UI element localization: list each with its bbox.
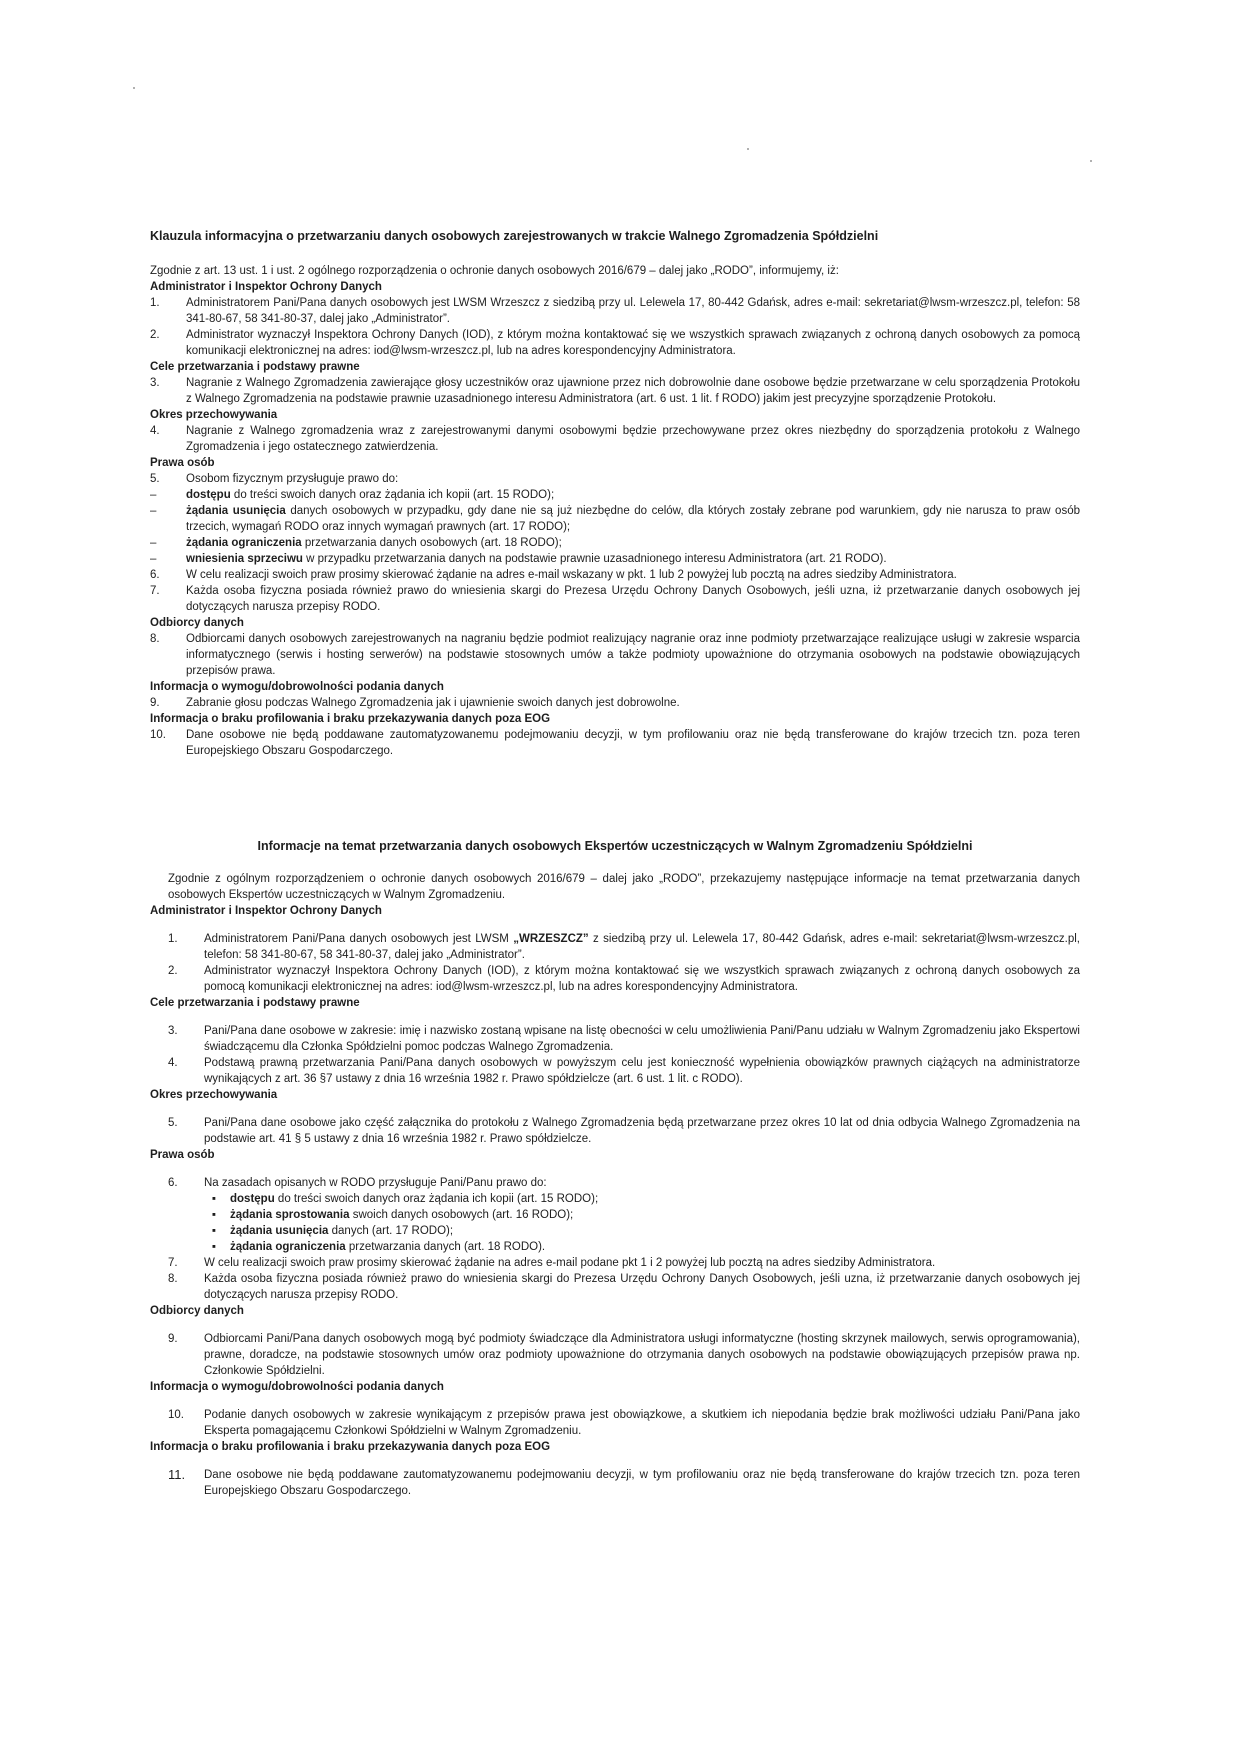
heading-recipients: Odbiorcy danych: [150, 1305, 244, 1317]
dash-marker: –: [150, 505, 157, 517]
list-item: [150, 695, 1080, 711]
right-text: do treści swoich danych oraz żądania ich kopii (art. 15 RODO);: [274, 1193, 599, 1205]
item-text: Administrator wyznaczył Inspektora Ochrony Danych (IOD), z którym można kontaktować się we wszystkich sprawach związanych z ochroną danych osobowych za pomocą komunikacji elektronicznej na adres: iod@lwsm-wrzeszcz.pl, lub na adres korespondencyjny Administratora.: [204, 965, 1080, 993]
rights-item: [150, 1239, 1080, 1255]
right-text: do treści swoich danych oraz żądania ich kopii (art. 15 RODO);: [230, 489, 555, 501]
bullet-marker: ▪: [211, 1193, 216, 1205]
dash-marker: –: [150, 553, 157, 565]
item-number: 3.: [150, 377, 160, 389]
item-number: 7.: [150, 585, 160, 597]
right-text: przetwarzania danych osobowych (art. 18 RODO);: [301, 537, 562, 549]
heading-requirement: Informacja o wymogu/dobrowolności podania danych: [150, 1381, 444, 1393]
item-text: Podstawą prawną przetwarzania Pani/Pana danych osobowych w powyższym celu jest konieczność wypełnienia obowiązków prawnych ciążących na administratorze wynikających z art. 36 §7 ustawy z dnia 16 września 1982 r. Prawo spółdzielcze (art. 6 ust. 1 lit. c RODO).: [204, 1057, 1080, 1085]
heading-administrator: Administrator i Inspektor Ochrony Danych: [150, 905, 382, 917]
right-name: żądania usunięcia: [186, 505, 286, 517]
item-text: Każda osoba fizyczna posiada również prawo do wniesienia skargi do Prezesa Urzędu Ochrony Danych Osobowych, jeśli uzna, iż przetwarzanie danych osobowych jej dotyczących narusza przepisy RODO.: [186, 585, 1080, 613]
right-text: danych osobowych w przypadku, gdy dane nie są już niezbędne do celów, dla których zostały zebrane pod warunkiem, gdy nie narusza to praw osób trzecich, wymagań RODO oraz innych wymagań prawnych (art. 17 RODO);: [186, 505, 1080, 533]
section-experts-info: [150, 838, 1080, 1499]
heading-administrator: Administrator i Inspektor Ochrony Danych: [150, 281, 382, 293]
heading-purposes: Cele przetwarzania i podstawy prawne: [150, 997, 360, 1009]
list-item: [150, 1407, 1080, 1439]
right-text: przetwarzania danych (art. 18 RODO).: [345, 1241, 546, 1253]
item-number: 1.: [168, 933, 178, 945]
rights-item: [150, 487, 1080, 503]
list-item: [150, 295, 1080, 327]
item-text: W celu realizacji swoich praw prosimy skierować żądanie na adres e-mail podane pkt 1 i 2 powyżej lub pocztą na adres siedziby Administratora.: [204, 1257, 936, 1269]
scan-speck: [747, 148, 749, 150]
item-text: Administratorem Pani/Pana danych osobowych jest LWSM Wrzeszcz z siedzibą przy ul. Lelewela 17, 80-442 Gdańsk, adres e-mail: sekretariat@lwsm-wrzeszcz.pl, telefon: 58 341-80-67, 58 341-80-37, dalej jako „Administrator”.: [186, 297, 1080, 325]
item-number: 8.: [168, 1273, 178, 1285]
item-number: 7.: [168, 1257, 178, 1269]
rights-item: [150, 503, 1080, 535]
item-text: Administratorem Pani/Pana danych osobowych jest LWSM: [204, 933, 514, 945]
section-title: Informacje na temat przetwarzania danych osobowych Ekspertów uczestniczących w Walnym Zgromadzeniu Spółdzielni: [257, 839, 973, 853]
item-text: Dane osobowe nie będą poddawane zautomatyzowanemu podejmowaniu decyzji, w tym profilowaniu oraz nie będą transferowane do krajów trzecich tzn. poza teren Europejskiego Obszaru Gospodarczego.: [204, 1469, 1080, 1497]
item-text: Nagranie z Walnego zgromadzenia wraz z zarejestrowanymi danymi osobowymi będzie przechowywane przez okres niezbędny do sporządzenia protokołu z Walnego Zgromadzenia i jego ostatecznego zatwierdzenia.: [186, 425, 1080, 453]
intro-paragraph: Zgodnie z ogólnym rozporządzeniem o ochronie danych osobowych 2016/679 – dalej jako „RODO”, przekazujemy następujące informacje na temat przetwarzania danych osobowych Ekspertów uczestniczących w Walnym Zgromadzeniu.: [168, 873, 1080, 901]
rights-item: [150, 1207, 1080, 1223]
item-number: 1.: [150, 297, 160, 309]
item-number: 2.: [168, 965, 178, 977]
item-text: Pani/Pana dane osobowe jako część załącznika do protokołu z Walnego Zgromadzenia będą przetwarzane przez okres 10 lat od dnia odbycia Walnego Zgromadzenia na podstawie art. 41 § 5 ustawy z dnia 16 września 1982 r. Prawo spółdzielcze.: [204, 1117, 1080, 1145]
item-text: Zabranie głosu podczas Walnego Zgromadzenia jak i ujawnienie swoich danych jest dobrowolne.: [186, 697, 680, 709]
list-item: [150, 1115, 1080, 1147]
heading-retention: Okres przechowywania: [150, 409, 278, 421]
item-text: Dane osobowe nie będą poddawane zautomatyzowanemu podejmowaniu decyzji, w tym profilowaniu oraz nie będą transferowane do krajów trzecich tzn. poza teren Europejskiego Obszaru Gospodarczego.: [186, 729, 1080, 757]
bullet-marker: ▪: [211, 1225, 216, 1237]
item-number: 3.: [168, 1025, 178, 1037]
item-text: Odbiorcami danych osobowych zarejestrowanych na nagraniu będzie podmiot realizujący nagranie oraz inne podmioty przetwarzające realizujące usługi w zakresie wsparcia informatycznego (serwis i hosting serwerów) na podstawie stosownych umów a także podmioty upoważnione do otrzymania osobowych na podstawie obowiązujących przepisów prawa.: [186, 633, 1080, 677]
heading-recipients: Odbiorcy danych: [150, 617, 244, 629]
list-item: [150, 583, 1080, 615]
intro-paragraph: Zgodnie z art. 13 ust. 1 i ust. 2 ogólnego rozporządzenia o ochronie danych osobowych 2016/679 – dalej jako „RODO”, informujemy, iż:: [150, 265, 839, 277]
cooperative-name: „WRZESZCZ”: [513, 933, 589, 945]
list-item: [150, 1175, 1080, 1191]
bullet-marker: ▪: [211, 1209, 216, 1221]
right-name: żądania usunięcia: [230, 1225, 329, 1237]
list-item: [150, 423, 1080, 455]
right-name: dostępu: [230, 1193, 275, 1205]
heading-profiling: Informacja o braku profilowania i braku przekazywania danych poza EOG: [150, 1441, 551, 1453]
item-number: 8.: [150, 633, 160, 645]
heading-purposes: Cele przetwarzania i podstawy prawne: [150, 361, 360, 373]
list-item: [150, 631, 1080, 679]
right-name: żądania ograniczenia: [186, 537, 302, 549]
item-text: W celu realizacji swoich praw prosimy skierować żądanie na adres e-mail wskazany w pkt. 1 lub 2 powyżej lub pocztą na adres siedziby Administratora.: [186, 569, 957, 581]
dash-marker: –: [150, 489, 157, 501]
item-text: Podanie danych osobowych w zakresie wynikającym z przepisów prawa jest obowiązkowe, a skutkiem ich niepodania będzie brak możliwości udziału Pani/Pana jako Eksperta pomagającemu Członkowi Spółdzielni w Walnym Zgromadzeniu.: [204, 1409, 1080, 1437]
bullet-marker: ▪: [211, 1241, 216, 1253]
heading-retention: Okres przechowywania: [150, 1089, 278, 1101]
item-text: Osobom fizycznym przysługuje prawo do:: [186, 473, 399, 485]
item-text: Administrator wyznaczył Inspektora Ochrony Danych (IOD), z którym można kontaktować się we wszystkich sprawach związanych z ochroną danych osobowych za pomocą komunikacji elektronicznej na adres: iod@lwsm-wrzeszcz.pl, lub na adres korespondencyjny Administratora.: [186, 329, 1080, 357]
right-name: dostępu: [186, 489, 231, 501]
list-item: [150, 1467, 1080, 1499]
rights-item: [150, 551, 1080, 567]
list-item: [150, 1331, 1080, 1379]
list-item: [150, 327, 1080, 359]
list-item: [150, 471, 1080, 487]
right-name: wniesienia sprzeciwu: [186, 553, 303, 565]
item-number: 4.: [150, 425, 160, 437]
list-item: [150, 1023, 1080, 1055]
item-text: Pani/Pana dane osobowe w zakresie: imię i nazwisko zostaną wpisane na listę obecności w celu umożliwienia Pani/Panu udziału w Walnym Zgromadzeniu jako Ekspertowi świadczącemu dla Członka Spółdzielni pomoc podczas Walnego Zgromadzenia.: [204, 1025, 1080, 1053]
item-number: 10.: [150, 729, 166, 741]
heading-rights: Prawa osób: [150, 457, 215, 469]
heading-profiling: Informacja o braku profilowania i braku przekazywania danych poza EOG: [150, 713, 551, 725]
list-item: [150, 375, 1080, 407]
right-text: danych (art. 17 RODO);: [328, 1225, 454, 1237]
list-item: [150, 567, 1080, 583]
rights-item: [150, 1191, 1080, 1207]
list-item: [150, 1055, 1080, 1087]
item-number: 9.: [150, 697, 160, 709]
list-item: [150, 963, 1080, 995]
item-number: 6.: [150, 569, 160, 581]
item-number: 5.: [150, 473, 160, 485]
list-item: [150, 1271, 1080, 1303]
item-text: Na zasadach opisanych w RODO przysługuje Pani/Panu prawo do:: [204, 1177, 547, 1189]
item-number: 5.: [168, 1117, 178, 1129]
right-name: żądania sprostowania: [230, 1209, 350, 1221]
item-text: Każda osoba fizyczna posiada również prawo do wniesienia skargi do Prezesa Urzędu Ochrony Danych Osobowych, jeśli uzna, iż przetwarzanie danych osobowych jej dotyczących narusza przepisy RODO.: [204, 1273, 1080, 1301]
right-name: żądania ograniczenia: [230, 1241, 346, 1253]
scan-speck: [133, 87, 135, 89]
item-number: 9.: [168, 1333, 178, 1345]
list-item: [150, 727, 1080, 759]
section-recording-clause: [150, 228, 1080, 759]
item-text: z siedzibą przy ul. Lelewela 17, 80-442 Gdańsk, adres e-mail: sekretariat@lwsm-wrzeszcz.pl, telefon: 58 341-80-67, 58 341-80-37, dalej jako „Administrator”.: [204, 933, 1080, 961]
item-text: Nagranie z Walnego Zgromadzenia zawierające głosy uczestników oraz ujawnione przez nich dobrowolnie dane osobowe będzie przetwarzane w celu sporządzenia Protokołu z Walnego Zgromadzenia na podstawie prawnie uzasadnionego interesu Administratora (art. 6 ust. 1 lit. f RODO) jakim jest precyzyjne sporządzenie Protokołu.: [186, 377, 1080, 405]
right-text: swoich danych osobowych (art. 16 RODO);: [349, 1209, 574, 1221]
list-item: [150, 1255, 1080, 1271]
item-number: 2.: [150, 329, 160, 341]
list-item: [150, 931, 1080, 963]
heading-rights: Prawa osób: [150, 1149, 215, 1161]
item-number: 11.: [168, 1467, 186, 1482]
item-number: 6.: [168, 1177, 178, 1189]
scan-speck: [1090, 160, 1092, 162]
rights-item: [150, 535, 1080, 551]
dash-marker: –: [150, 537, 157, 549]
rights-item: [150, 1223, 1080, 1239]
item-text: Odbiorcami Pani/Pana danych osobowych mogą być podmioty świadczące dla Administratora usługi informatyczne (hosting skrzynek mailowych, serwis oprogramowania), prawne, doradcze, na podstawie stosownych umów oraz podmioty upoważnione do otrzymania danych osobowych na podstawie obowiązujących przepisów prawa np. Członkowie Spółdzielni.: [204, 1333, 1080, 1377]
right-text: w przypadku przetwarzania danych na podstawie prawnie uzasadnionego interesu Administratora (art. 21 RODO).: [302, 553, 887, 565]
item-number: 4.: [168, 1057, 178, 1069]
heading-requirement: Informacja o wymogu/dobrowolności podania danych: [150, 681, 444, 693]
item-number: 10.: [168, 1409, 184, 1421]
section-title: Klauzula informacyjna o przetwarzaniu danych osobowych zarejestrowanych w trakcie Walnego Zgromadzenia Spółdzielni: [150, 229, 879, 243]
